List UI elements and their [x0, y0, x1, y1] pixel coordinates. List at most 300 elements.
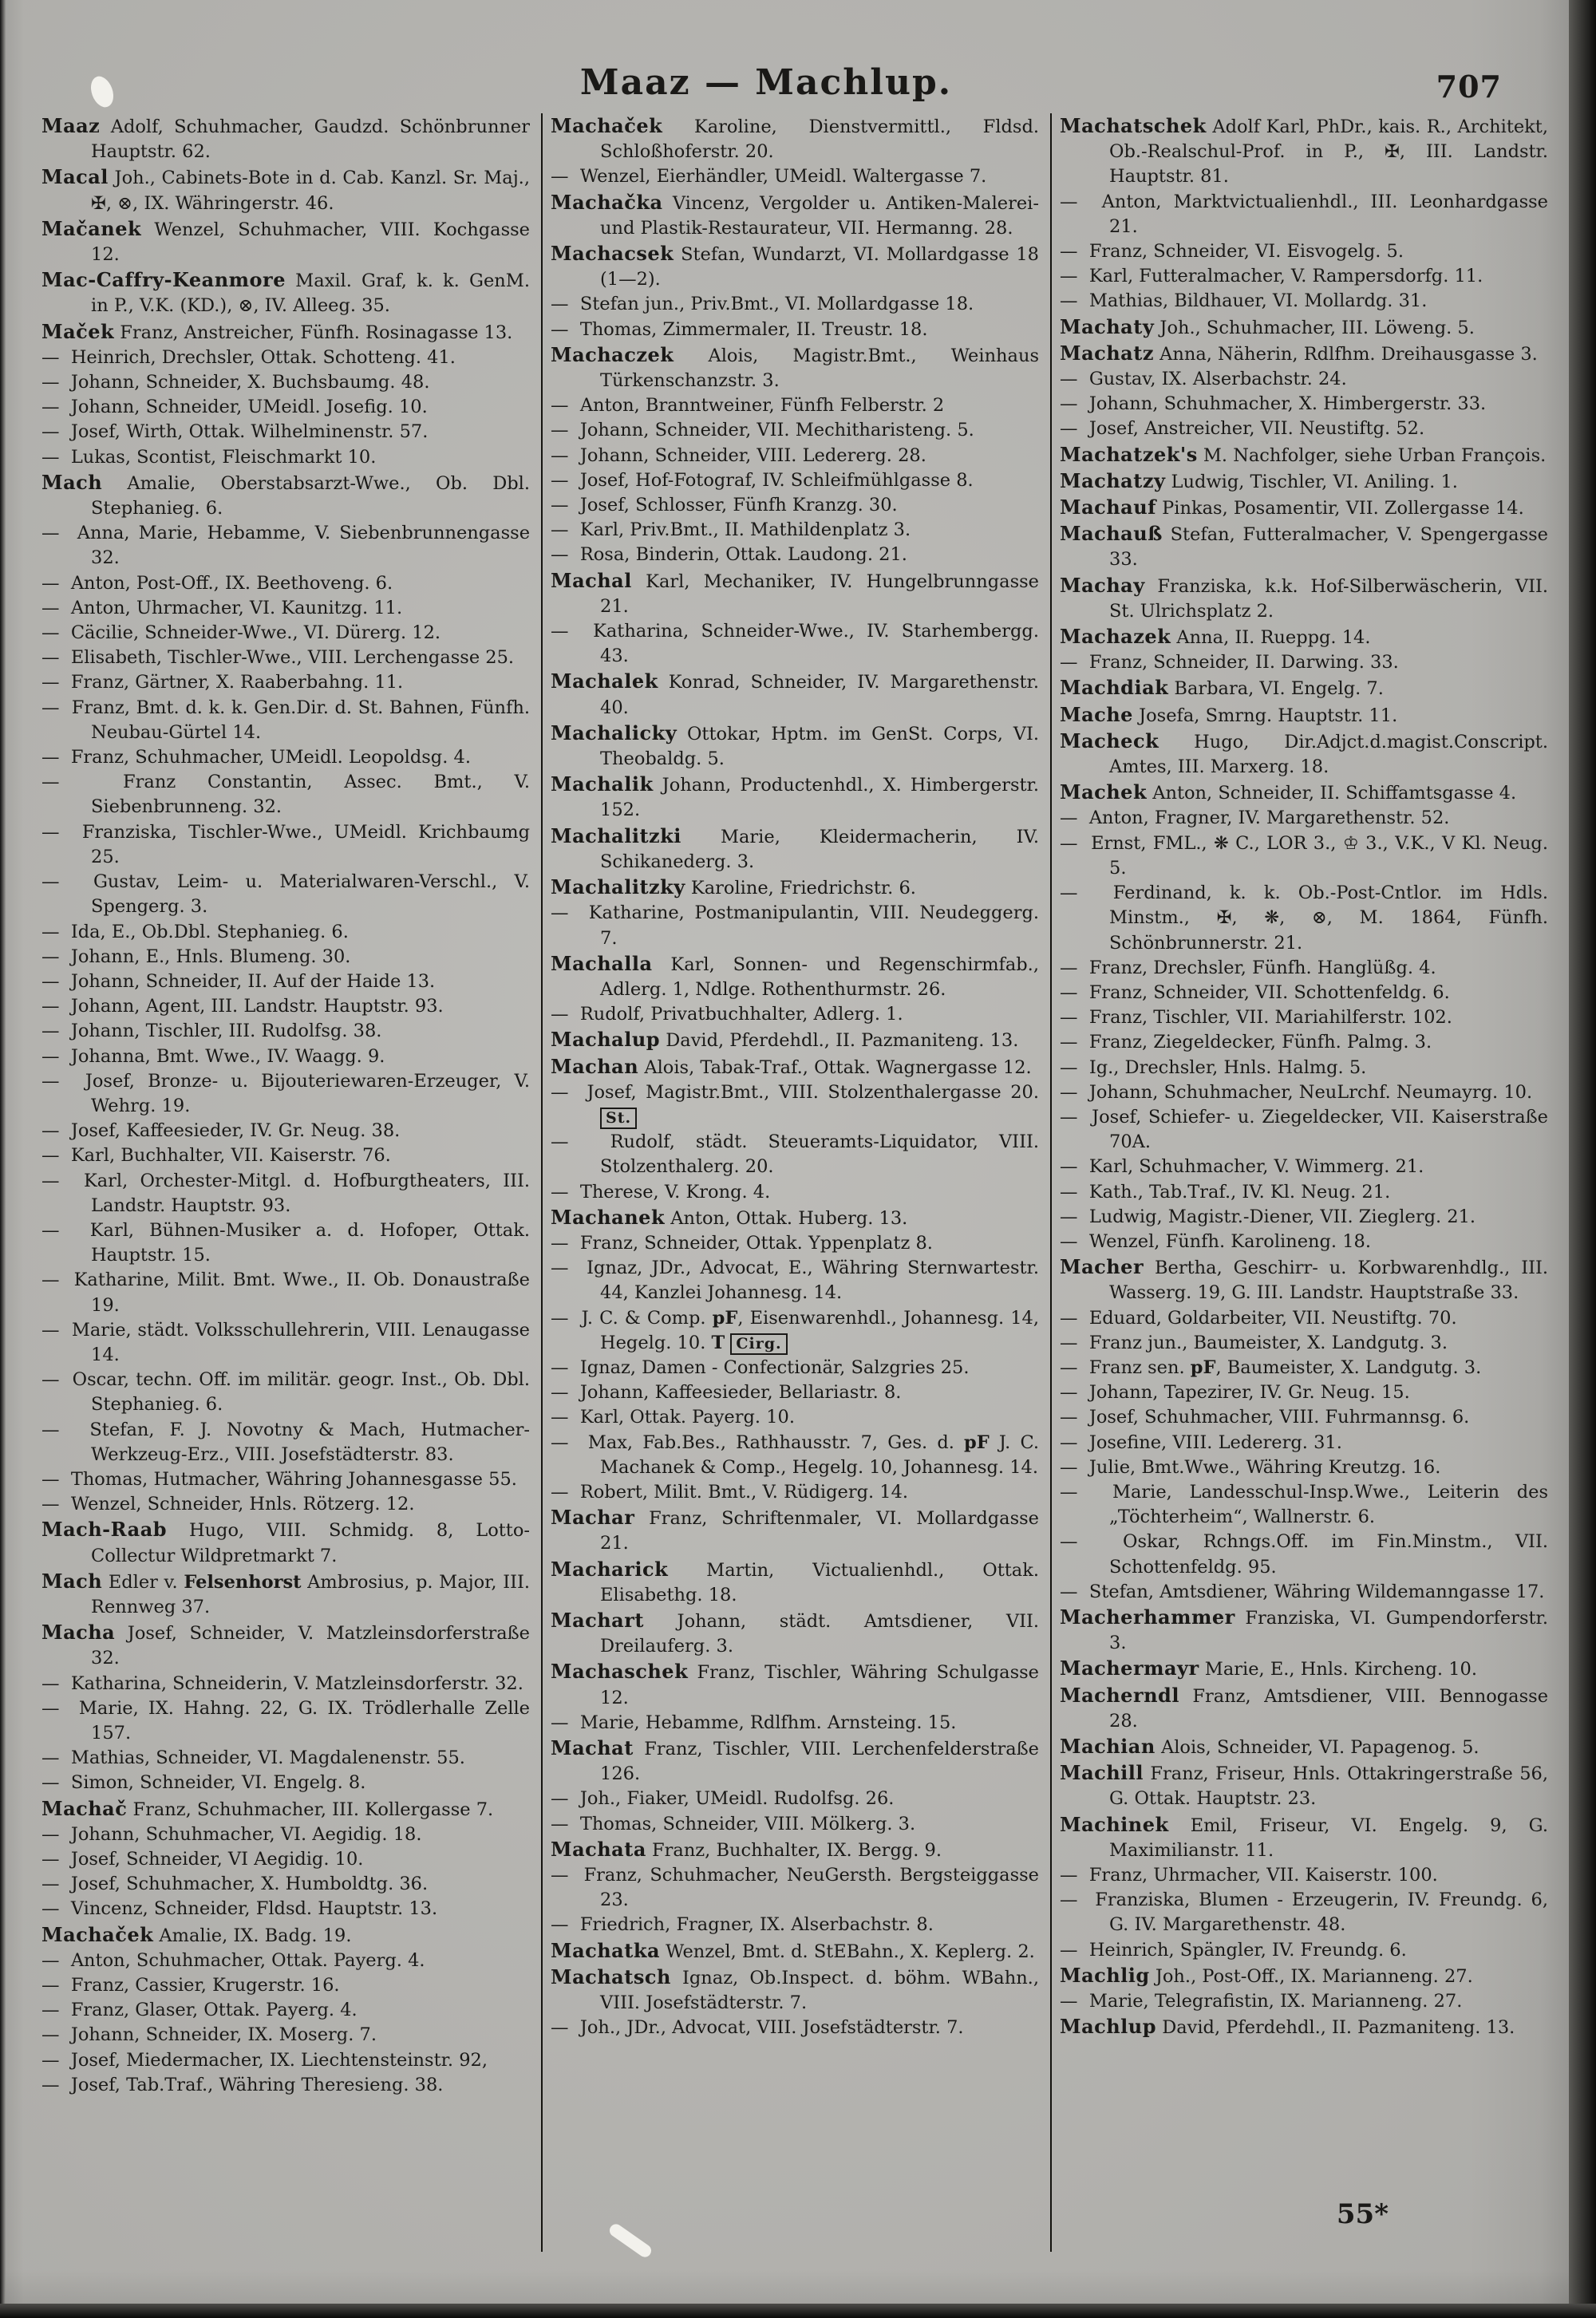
- directory-entry: — Heinrich, Drechsler, Ottak. Schotteng. 41.: [41, 346, 456, 368]
- entry-text: Franz, Tischler, Währing Schulgasse 12.: [600, 1662, 1039, 1708]
- entry-text: Katharine, Milit. Bmt. Wwe., II. Ob. Donaustraße 19.: [73, 1270, 530, 1316]
- entry-text: Franz, Drechsler, Fünfh. Hanglüßg. 4.: [1088, 957, 1436, 978]
- entry-text: Maxil. Graf, k. k. GenM. in P., V.K. (KD.), ⊗, IV. Alleeg. 35.: [91, 270, 530, 317]
- directory-entry: [551, 951, 1039, 1002]
- directory-entry: [551, 1505, 1039, 1556]
- entry-text: Anton, Branntweiner, Fünfh Felberstr. 2: [579, 395, 945, 417]
- entry-text: Franz, Friseur, Hnls. Ottakringerstraße 56, G. Ottak. Hauptstr. 23.: [1109, 1763, 1548, 1810]
- entry-text: Franz, Bmt. d. k. k. Gen.Dir. d. St. Bahnen, Fünfh. Neubau-Gürtel 14.: [71, 697, 531, 743]
- directory-entry: — Ignaz, JDr., Advocat, E., Währing Sternwartestr. 44, Kanzlei Johannesg. 14.: [551, 1258, 1039, 1304]
- entry-text: Cäcilie, Schneider-Wwe., VI. Dürerg. 12.: [70, 622, 441, 644]
- directory-entry: — Franz, Schuhmacher, NeuGersth. Bergsteiggasse 23.: [551, 1865, 1040, 1911]
- directory-entry: — Heinrich, Spängler, IV. Freundg. 6.: [1060, 1939, 1407, 1961]
- entry-surname: Machalitzki: [551, 823, 681, 847]
- entry-text: Franz, Schriftenmaler, VI. Mollardgasse 21.: [600, 1508, 1039, 1554]
- entry-surname: Machlup: [1060, 2015, 1157, 2039]
- scan-edge-left: [0, 0, 6, 2318]
- entry-surname: Machaschek: [551, 1660, 689, 1684]
- directory-entry: — Wenzel, Schneider, Hnls. Rötzerg. 12.: [41, 1494, 415, 1515]
- entry-text: Wenzel, Schuhmacher, VIII. Kochgasse 12.: [91, 219, 530, 266]
- entry-surname: Machal: [551, 568, 632, 592]
- directory-entry: — Ludwig, Magistr.-Diener, VII. Zieglerg. 21.: [1060, 1206, 1476, 1227]
- directory-entry: — Josef, Schneider, VI Aegidig. 10.: [41, 1849, 364, 1870]
- entry-text: Mathias, Bildhauer, VI. Mollardg. 31.: [1088, 290, 1428, 312]
- entry-text: Karl, Bühnen-Musiker a. d. Hofoper, Ottak. Hauptstr. 15.: [89, 1219, 531, 1266]
- boxed-abbreviation: St.: [600, 1108, 637, 1129]
- entry-text: Marie, E., Hnls. Kircheng. 10.: [1204, 1659, 1478, 1680]
- entry-surname: Macherhammer: [1060, 1605, 1235, 1629]
- entry-text: Johann, Tischler, III. Rudolfsg. 38.: [70, 1021, 382, 1042]
- entry-text: Franz, Schneider, VII. Schottenfeldg. 6.: [1088, 981, 1450, 1003]
- directory-entry: — Simon, Schneider, VI. Engelg. 8.: [41, 1772, 366, 1794]
- entry-text: Johann, E., Hnls. Blumeng. 30.: [70, 946, 351, 967]
- entry-text: Marie, Landesschul-Insp.Wwe., Leiterin des „Töchterheim“, Wallnerstr. 6.: [1109, 1481, 1548, 1528]
- entry-text: Karoline, Friedrichstr. 6.: [690, 878, 916, 899]
- entry-text: Joh., Post-Off., IX. Marianneng. 27.: [1155, 1965, 1473, 1987]
- directory-entry: — Anna, Marie, Hebamme, V. Siebenbrunnengasse 32.: [41, 523, 531, 569]
- entry-text: Robert, Milit. Bmt., V. Rüdigerg. 14.: [579, 1481, 909, 1503]
- entry-text: Heinrich, Drechsler, Ottak. Schotteng. 41.: [70, 346, 456, 368]
- directory-entry: — Josef, Schuhmacher, X. Humboldtg. 36.: [41, 1874, 429, 1895]
- entry-text: Josef, Schneider, VI Aegidig. 10.: [70, 1849, 364, 1870]
- directory-entry: [1060, 729, 1548, 780]
- directory-entry: [1060, 314, 1548, 341]
- directory-entry: — Mathias, Bildhauer, VI. Mollardg. 31.: [1060, 290, 1428, 312]
- directory-entry: [551, 1608, 1039, 1659]
- entry-text: Adolf, Schuhmacher, Gaudzd. Schönbrunner Hauptstr. 62.: [91, 116, 530, 163]
- entry-text: Franz, Tischler, VIII. Lerchenfelderstraße 126.: [600, 1739, 1040, 1785]
- inline-symbol: pF: [964, 1431, 990, 1453]
- directory-entry: — Josef, Anstreicher, VII. Neustiftg. 52.: [1060, 418, 1425, 440]
- directory-entry: [1060, 495, 1548, 521]
- entry-surname: Machatschek: [1060, 114, 1207, 137]
- directory-entry: — Franz, Tischler, VII. Mariahilferstr. 102.: [1060, 1007, 1452, 1029]
- directory-entry: — Ignaz, Damen - Confectionär, Salzgries 25.: [551, 1356, 970, 1378]
- entry-surname: Machlig: [1060, 1963, 1150, 1987]
- entry-surname: Machaty: [1060, 314, 1155, 338]
- directory-entry: — Josef, Schlosser, Fünfh Kranzg. 30.: [551, 495, 898, 516]
- entry-surname: Machazek: [1060, 625, 1171, 649]
- directory-entry: — Marie, Telegrafistin, IX. Marianneng. 27.: [1060, 1991, 1463, 2012]
- entry-text: Franz, Schneider, Ottak. Yppenplatz 8.: [579, 1232, 933, 1254]
- directory-entry: — Josef, Kaffeesieder, IV. Gr. Neug. 38.: [41, 1120, 401, 1142]
- entry-surname: Macharick: [551, 1557, 669, 1581]
- scan-edge-right: [1569, 0, 1596, 2318]
- entry-text: Konrad, Schneider, IV. Margarethenstr. 40.: [600, 672, 1039, 718]
- entry-text: Josef, Schuhmacher, X. Humboldtg. 36.: [70, 1874, 429, 1895]
- entry-text: Julie, Bmt.Wwe., Währing Kreutzg. 16.: [1088, 1456, 1441, 1478]
- entry-text: Franz jun., Baumeister, X. Landgutg. 3.: [1088, 1332, 1448, 1353]
- directory-entry: — Johann, Schneider, UMeidl. Josefig. 10.: [41, 397, 428, 418]
- entry-surname: Machan: [551, 1054, 639, 1078]
- directory-entry: — Franz, Uhrmacher, VII. Kaiserstr. 100.: [1060, 1865, 1438, 1886]
- directory-entry: [1060, 573, 1548, 624]
- directory-entry: — Ig., Drechsler, Hnls. Halmg. 5.: [1060, 1056, 1367, 1078]
- entry-text: Rudolf, Privatbuchhalter, Adlerg. 1.: [579, 1004, 903, 1025]
- directory-entry: [41, 1517, 530, 1568]
- directory-entry: [41, 216, 530, 267]
- directory-entry: — Kath., Tab.Traf., IV. Kl. Neug. 21.: [1060, 1181, 1391, 1202]
- entry-text: Marie, Telegrafistin, IX. Marianneng. 27.: [1088, 1991, 1463, 2012]
- entry-text: Ignaz, Ob.Inspect. d. böhm. WBahn., VIII. Josefstädterstr. 7.: [600, 1967, 1039, 2014]
- directory-entry: — Franz, Gärtner, X. Raaberbahng. 11.: [41, 672, 404, 693]
- directory-entry: — Johann, E., Hnls. Blumeng. 30.: [41, 946, 351, 967]
- directory-entry: [1060, 1683, 1548, 1734]
- entry-text: Heinrich, Spängler, IV. Freundg. 6.: [1088, 1939, 1407, 1961]
- entry-text: Johann, Schuhmacher, NeuLrchf. Neumayrg. 10.: [1088, 1081, 1533, 1103]
- directory-entry: — Franz, Schneider, II. Darwing. 33.: [1060, 652, 1399, 673]
- directory-entry: — Cäcilie, Schneider-Wwe., VI. Dürerg. 12.: [41, 622, 441, 644]
- entry-surname: Machatz: [1060, 341, 1154, 365]
- entry-surname: Machauf: [1060, 496, 1157, 519]
- directory-entry: — Johann, Schneider, II. Auf der Haide 13.: [41, 970, 436, 992]
- entry-text: Anna, Näherin, Rdlfhm. Dreihausgasse 3.: [1159, 343, 1538, 365]
- entry-text: Josef, Schuhmacher, VIII. Fuhrmannsg. 6.: [1088, 1407, 1470, 1428]
- directory-entry: — Anton, Schuhmacher, Ottak. Payerg. 4.: [41, 1949, 425, 1971]
- entry-text: Stefan, F. J. Novotny & Mach, Hutmacher-Werkzeug-Erz., VIII. Josefstädterstr. 83.: [89, 1419, 530, 1465]
- entry-surname: Machata: [551, 1837, 646, 1861]
- entry-text: Mathias, Schneider, VI. Magdalenenstr. 55.: [70, 1747, 465, 1769]
- entry-text: Johann, Schneider, UMeidl. Josefig. 10.: [70, 397, 428, 418]
- entry-text: Vincenz, Vergolder u. Antiken-Malerei- und Plastik-Restaurateur, VII. Hermanng. 28.: [600, 192, 1039, 239]
- entry-text: Josefine, VIII. Ledererg. 31.: [1088, 1431, 1342, 1453]
- entry-text: Karl, Priv.Bmt., II. Mathildenplatz 3.: [579, 519, 911, 541]
- entry-text: Karl, Mechaniker, IV. Hungelbrunngasse 21.: [600, 571, 1040, 617]
- directory-entry: — Friedrich, Fragner, IX. Alserbachstr. 8.: [551, 1914, 934, 1936]
- directory-entry: [551, 1557, 1039, 1608]
- entry-text: Josef, Schiefer- u. Ziegeldecker, VII. Kaiserstraße 70A.: [1092, 1106, 1548, 1153]
- directory-entry: — Marie, städt. Volksschullehrerin, VIII. Lenaugasse 14.: [41, 1319, 530, 1365]
- directory-entry: [41, 319, 530, 346]
- entry-text: Ig., Drechsler, Hnls. Halmg. 5.: [1088, 1056, 1367, 1078]
- directory-entry: — Lukas, Scontist, Fleischmarkt 10.: [41, 446, 377, 468]
- entry-text: Franz, Anstreicher, Fünfh. Rosinagasse 13.: [120, 322, 513, 343]
- directory-entry: — Johann, Tapezirer, IV. Gr. Neug. 15.: [1060, 1382, 1410, 1404]
- directory-entry: — Gustav, IX. Alserbachstr. 24.: [1060, 369, 1347, 390]
- entry-text: Katharine, Postmanipulantin, VIII. Neudeggerg. 7.: [588, 902, 1039, 949]
- entry-text: Franz, Buchhalter, IX. Bergg. 9.: [652, 1839, 942, 1861]
- directory-entry: [1060, 442, 1548, 468]
- directory-entry: — Thomas, Zimmermaler, II. Treustr. 18.: [551, 318, 928, 340]
- entry-surname: Mačanek: [41, 216, 142, 240]
- entry-surname: Machacsek: [551, 242, 674, 266]
- entry-text: Franz, Cassier, Krugerstr. 16.: [70, 1975, 340, 1996]
- entry-text: Josef, Anstreicher, VII. Neustiftg. 52.: [1088, 418, 1425, 440]
- entry-text: Lukas, Scontist, Fleischmarkt 10.: [70, 446, 377, 468]
- entry-surname: Mache: [1060, 702, 1133, 726]
- entry-surname: Machaczek: [551, 342, 674, 366]
- entry-text: David, Pferdehdl., II. Pazmaniteng. 13.: [1162, 2017, 1515, 2039]
- directory-entry: — Karl, Ottak. Payerg. 10.: [551, 1407, 795, 1428]
- directory-entry: [1060, 1254, 1548, 1305]
- entry-surname: Macha: [41, 1621, 116, 1645]
- entry-surname: Machaček: [551, 114, 663, 137]
- directory-entry: [41, 164, 530, 215]
- entry-text: Franz, Gärtner, X. Raaberbahng. 11.: [70, 672, 404, 693]
- entry-text: Joh., Cabinets-Bote in d. Cab. Kanzl. Sr. Maj., ✠, ⊗, IX. Währingerstr. 46.: [91, 168, 530, 214]
- directory-entry: [551, 1736, 1039, 1787]
- entry-text: Ludwig, Tischler, VI. Aniling. 1.: [1171, 471, 1458, 492]
- directory-entry: — Johann, Schneider, VIII. Ledererg. 28.: [551, 444, 926, 466]
- entry-text: Franziska, VI. Gumpendorferstr. 3.: [1109, 1607, 1548, 1654]
- directory-entry: [551, 1965, 1039, 2016]
- entry-text: Edler v. Felsenhorst Ambrosius, p. Major, III. Rennweg 37.: [91, 1571, 531, 1617]
- entry-text: Katharina, Schneiderin, V. Matzleinsdorferstr. 32.: [70, 1672, 523, 1694]
- directory-entry: — Franz, Schneider, Ottak. Yppenplatz 8.: [551, 1232, 933, 1254]
- entry-text: Marie, IX. Hahng. 22, G. IX. Trödlerhalle Zelle 157.: [78, 1697, 530, 1743]
- entry-surname: Mac-Caffry-Keanmore: [41, 268, 286, 292]
- entry-text: Anton, Post-Off., IX. Beethoveng. 6.: [70, 572, 393, 594]
- entry-text: Anton, Schneider, II. Schiffamtsgasse 4.: [1152, 783, 1517, 804]
- inline-symbol: T: [711, 1332, 725, 1353]
- entry-text: Rosa, Binderin, Ottak. Laudong. 21.: [579, 544, 907, 566]
- entry-surname: Machalik: [551, 772, 654, 796]
- running-head: Maaz — Machlup.: [579, 62, 953, 103]
- entry-surname: Machalicky: [551, 721, 678, 744]
- directory-entry: — Franz, Schneider, VII. Schottenfeldg. 6.: [1060, 981, 1450, 1003]
- entry-text: Elisabeth, Tischler-Wwe., VIII. Lerchengasse 25.: [70, 647, 515, 669]
- entry-surname: Machauß: [1060, 522, 1163, 546]
- entry-surname: Machatzy: [1060, 468, 1166, 492]
- entry-surname: Maček: [41, 319, 115, 343]
- directory-entry: — Johann, Schneider, IX. Moserg. 7.: [41, 2024, 377, 2046]
- entry-text: Amalie, IX. Badg. 19.: [159, 1925, 352, 1946]
- directory-entry: [1060, 1734, 1548, 1760]
- entry-text: Wenzel, Eierhändler, UMeidl. Waltergasse 7.: [579, 166, 987, 188]
- directory-entry: — Franz, Drechsler, Fünfh. Hanglüßg. 4.: [1060, 957, 1436, 978]
- entry-text: Rudolf, städt. Steueramts-Liquidator, VIII. Stolzenthalerg. 20.: [600, 1131, 1039, 1178]
- entry-text: Franz, Amtsdiener, VIII. Bennogasse 28.: [1109, 1685, 1549, 1732]
- entry-surname: Machač: [41, 1796, 128, 1820]
- entry-text: Franz, Uhrmacher, VII. Kaiserstr. 100.: [1088, 1865, 1438, 1886]
- entry-text: Hugo, Dir.Adjct.d.magist.Conscript. Amtes, III. Marxerg. 18.: [1109, 731, 1548, 778]
- directory-entry: [1060, 1812, 1548, 1863]
- directory-entry: [1060, 468, 1548, 495]
- directory-entry: — Rosa, Binderin, Ottak. Laudong. 21.: [551, 544, 907, 566]
- directory-entry: [551, 1659, 1039, 1710]
- entry-surname: Machalek: [551, 669, 658, 693]
- directory-entry: — Ferdinand, k. k. Ob.-Post-Cntlor. im Hdls. Minstm., ✠, ❋, ⊗, M. 1864, Fünfh. Schönbrunnerstr. 21.: [1060, 883, 1548, 954]
- directory-entry: — Josef, Tab.Traf., Währing Theresieng. 38.: [41, 2074, 444, 2095]
- entry-text: Gustav, IX. Alserbachstr. 24.: [1088, 369, 1347, 390]
- entry-text: Hugo, VIII. Schmidg. 8, Lotto-Collectur Wildpretmarkt 7.: [91, 1520, 530, 1566]
- entry-text: Johann, Tapezirer, IV. Gr. Neug. 15.: [1088, 1382, 1410, 1404]
- entry-text: Ignaz, JDr., Advocat, E., Währing Sternwartestr. 44, Kanzlei Johannesg. 14.: [587, 1258, 1039, 1304]
- entry-text: Josef, Miedermacher, IX. Liechtensteinstr. 92,: [70, 2049, 488, 2071]
- directory-entry: — Josef, Magistr.Bmt., VIII. Stolzenthalergasse 20. St.: [551, 1080, 1039, 1130]
- entry-text: Anton, Ottak. Huberg. 13.: [670, 1207, 908, 1229]
- entry-text: Franz, Tischler, VII. Mariahilferstr. 102.: [1088, 1007, 1452, 1029]
- entry-text: Amalie, Oberstabsarzt-Wwe., Ob. Dbl. Stephanieg. 6.: [91, 472, 531, 519]
- directory-entry: [1060, 1760, 1548, 1811]
- directory-entry: [551, 1027, 1039, 1053]
- boxed-abbreviation: Cirg.: [730, 1333, 787, 1355]
- directory-entry: [1060, 1656, 1548, 1682]
- directory-entry: [41, 1796, 530, 1822]
- directory-entry: — Anton, Uhrmacher, VI. Kaunitzg. 11.: [41, 597, 403, 618]
- page-number: 707: [1436, 69, 1502, 105]
- entry-text: Johann, Schneider, VII. Mechitharisteng. 5.: [579, 420, 974, 441]
- directory-entry: — Vincenz, Schneider, Fldsd. Hauptstr. 13.: [41, 1898, 438, 1920]
- directory-entry: — Katharina, Schneiderin, V. Matzleinsdorferstr. 32.: [41, 1672, 523, 1694]
- entry-text: Josef, Kaffeesieder, IV. Gr. Neug. 38.: [70, 1120, 401, 1142]
- directory-entry: [551, 241, 1039, 292]
- directory-entry: — Karl, Schuhmacher, V. Wimmerg. 21.: [1060, 1156, 1424, 1178]
- directory-entry: [41, 1922, 530, 1949]
- inline-symbol: pF: [1190, 1356, 1216, 1378]
- directory-entry: — Franz, Bmt. d. k. k. Gen.Dir. d. St. Bahnen, Fünfh. Neubau-Gürtel 14.: [41, 697, 531, 743]
- entry-text: Ottokar, Hptm. im GenSt. Corps, VI. Theobaldg. 5.: [600, 723, 1040, 770]
- entry-surname: Macher: [1060, 1255, 1144, 1279]
- entry-surname: Machalla: [551, 951, 653, 975]
- entry-text: Franz sen. pF, Baumeister, X. Landgutg. 3.: [1088, 1356, 1482, 1378]
- directory-entry: — Johann, Schneider, VII. Mechitharisteng. 5.: [551, 420, 974, 441]
- directory-entry: — Stefan, F. J. Novotny & Mach, Hutmacher-Werkzeug-Erz., VIII. Josefstädterstr. 83.: [41, 1419, 530, 1465]
- entry-text: Karl, Futteralmacher, V. Rampersdorfg. 11.: [1088, 266, 1483, 287]
- entry-text: Johann, Schuhmacher, X. Himbergerstr. 33.: [1088, 393, 1487, 415]
- entry-text: Stefan, Amtsdiener, Währing Wildemanngasse 17.: [1088, 1581, 1545, 1602]
- directory-entry: — Karl, Priv.Bmt., II. Mathildenplatz 3.: [551, 519, 911, 541]
- entry-text: Therese, V. Krong. 4.: [579, 1181, 771, 1202]
- entry-text: Martin, Victualienhdl., Ottak. Elisabethg. 18.: [600, 1559, 1039, 1605]
- directory-entry: — Joh., JDr., Advocat, VIII. Josefstädterstr. 7.: [551, 2017, 964, 2039]
- entry-text: Eduard, Goldarbeiter, VII. Neustiftg. 70.: [1088, 1307, 1457, 1329]
- entry-surname: Machill: [1060, 1761, 1144, 1785]
- entry-text: Stefan, Wundarzt, VI. Mollardgasse 18 (1—2).: [600, 244, 1039, 290]
- entry-text: Josef, Bronze- u. Bijouteriewaren-Erzeuger, V. Wehrg. 19.: [85, 1070, 530, 1116]
- directory-entry: — Katharine, Postmanipulantin, VIII. Neudeggerg. 7.: [551, 902, 1039, 949]
- directory-entry: — Johann, Schneider, X. Buchsbaumg. 48.: [41, 372, 430, 393]
- directory-entry: — Karl, Futteralmacher, V. Rampersdorfg. 11.: [1060, 266, 1483, 287]
- directory-entry: — Anton, Fragner, IV. Margarethenstr. 52.: [1060, 808, 1450, 829]
- directory-entry: [551, 772, 1039, 823]
- directory-entry: — Therese, V. Krong. 4.: [551, 1181, 771, 1202]
- entry-text: Marie, städt. Volksschullehrerin, VIII. Lenaugasse 14.: [71, 1319, 530, 1365]
- directory-entry: [41, 113, 530, 164]
- directory-entry: — Franz jun., Baumeister, X. Landgutg. 3.: [1060, 1332, 1448, 1353]
- entry-text: Alois, Schneider, VI. Papagenog. 5.: [1160, 1737, 1479, 1758]
- entry-text: Josef, Magistr.Bmt., VIII. Stolzenthalergasse 20. St.: [587, 1082, 1039, 1127]
- entry-text: Max, Fab.Bes., Rathhausstr. 7, Ges. d. pF J. C. Machanek & Comp., Hegelg. 10, Johannesg. 14.: [587, 1431, 1040, 1478]
- directory-entry: — Franz, Schuhmacher, UMeidl. Leopoldsg. 4.: [41, 747, 471, 768]
- signature-mark: 55*: [1336, 2198, 1389, 2230]
- entry-surname: Machatka: [551, 1938, 660, 1962]
- directory-entry: — Mathias, Schneider, VI. Magdalenenstr. 55.: [41, 1747, 465, 1769]
- entry-surname: Machatzek's: [1060, 442, 1198, 466]
- directory-entry: — Franz, Glaser, Ottak. Payerg. 4.: [41, 2000, 358, 2021]
- entry-text: Josefa, Smrng. Hauptstr. 11.: [1139, 705, 1398, 726]
- directory-entry: — J. C. & Comp. pF, Eisenwarenhdl., Johannesg. 14, Hegelg. 10. T Cirg.: [551, 1307, 1039, 1353]
- directory-entry: — Julie, Bmt.Wwe., Währing Kreutzg. 16.: [1060, 1456, 1441, 1478]
- entry-text: Franz, Schneider, II. Darwing. 33.: [1088, 652, 1399, 673]
- directory-entry: — Anton, Branntweiner, Fünfh Felberstr. 2: [551, 395, 945, 417]
- directory-entry: — Robert, Milit. Bmt., V. Rüdigerg. 14.: [551, 1481, 909, 1503]
- entry-text: Karl, Sonnen- und Regenschirmfab., Adlerg. 1, Ndlge. Rothenthurmstr. 26.: [600, 954, 1039, 1000]
- entry-text: Thomas, Schneider, VIII. Mölkerg. 3.: [579, 1813, 916, 1834]
- entry-text: Barbara, VI. Engelg. 7.: [1174, 678, 1384, 700]
- entry-surname: Machdiak: [1060, 676, 1169, 700]
- entry-surname: Machačka: [551, 190, 663, 214]
- directory-entry: [551, 568, 1039, 619]
- directory-entry: — Johann, Schuhmacher, X. Himbergerstr. 33.: [1060, 393, 1487, 415]
- directory-entry: [1060, 1605, 1548, 1656]
- entry-text: Marie, Kleidermacherin, IV. Schikanederg. 3.: [600, 826, 1039, 872]
- entry-text: Marie, Hebamme, Rdlfhm. Arnsteing. 15.: [579, 1712, 957, 1733]
- entry-text: Thomas, Hutmacher, Währing Johannesgasse 55.: [70, 1468, 517, 1490]
- directory-entry: — Josefine, VIII. Ledererg. 31.: [1060, 1431, 1342, 1453]
- entry-text: Franz, Schuhmacher, III. Kollergasse 7.: [132, 1799, 494, 1820]
- directory-entry: — Max, Fab.Bes., Rathhausstr. 7, Ges. d. pF J. C. Machanek & Comp., Hegelg. 10, Johannesg. 14.: [551, 1431, 1040, 1478]
- entry-text: Wenzel, Bmt. d. StEBahn., X. Keplerg. 2.: [666, 1941, 1035, 1962]
- entry-text: Ernst, FML., ❋ C., LOR 3., ♔ 3., V.K., V Kl. Neug. 5.: [1091, 832, 1548, 879]
- entry-surname: Machatsch: [551, 1965, 671, 1988]
- directory-entry: — Ida, E., Ob.Dbl. Stephanieg. 6.: [41, 921, 349, 942]
- entry-text: Ludwig, Magistr.-Diener, VII. Zieglerg. 21.: [1088, 1206, 1476, 1227]
- directory-entry: — Thomas, Hutmacher, Währing Johannesgasse 55.: [41, 1468, 517, 1490]
- directory-entry: [551, 875, 1039, 901]
- directory-column-1: [34, 113, 541, 2252]
- directory-entry: — Franz sen. pF, Baumeister, X. Landgutg. 3.: [1060, 1356, 1482, 1378]
- entry-surname: Machar: [551, 1506, 635, 1530]
- directory-entry: — Marie, Landesschul-Insp.Wwe., Leiterin des „Töchterheim“, Wallnerstr. 6.: [1060, 1481, 1548, 1528]
- directory-entry: [41, 267, 530, 318]
- directory-entry: — Johanna, Bmt. Wwe., IV. Waagg. 9.: [41, 1045, 385, 1067]
- directory-entry: [41, 1569, 530, 1620]
- entry-text: Johann, Productenhdl., X. Himbergerstr. 152.: [600, 775, 1039, 821]
- entry-text: Emil, Friseur, VI. Engelg. 9, G. Maximilianstr. 11.: [1109, 1815, 1548, 1861]
- entry-text: Josef, Tab.Traf., Währing Theresieng. 38.: [70, 2074, 444, 2095]
- entry-text: Anna, Marie, Hebamme, V. Siebenbrunnengasse 32.: [77, 523, 531, 569]
- entry-text: J. C. & Comp. pF, Eisenwarenhdl., Johannesg. 14, Hegelg. 10. T Cirg.: [581, 1307, 1039, 1353]
- entry-text: Franz, Schuhmacher, NeuGersth. Bergsteiggasse 23.: [583, 1865, 1040, 1911]
- entry-surname: Macherndl: [1060, 1683, 1179, 1707]
- entry-text: M. Nachfolger, siehe Urban François.: [1203, 444, 1547, 466]
- directory-entry: — Josef, Bronze- u. Bijouteriewaren-Erzeuger, V. Wehrg. 19.: [41, 1070, 530, 1116]
- directory-columns: [34, 113, 1559, 2252]
- directory-entry: — Josef, Miedermacher, IX. Liechtensteinstr. 92,: [41, 2049, 488, 2071]
- directory-entry: — Johann, Kaffeesieder, Bellariastr. 8.: [551, 1382, 902, 1404]
- entry-surname: Machat: [551, 1736, 634, 1759]
- entry-surname: Maaz: [41, 114, 101, 137]
- directory-entry: — Karl, Buchhalter, VII. Kaiserstr. 76.: [41, 1145, 391, 1167]
- entry-surname: Machaček: [41, 1922, 154, 1946]
- entry-text: Karl, Orchester-Mitgl. d. Hofburgtheaters, III. Landstr. Hauptstr. 93.: [83, 1170, 531, 1216]
- directory-entry: — Rudolf, Privatbuchhalter, Adlerg. 1.: [551, 1004, 903, 1025]
- entry-text: Kath., Tab.Traf., IV. Kl. Neug. 21.: [1088, 1181, 1391, 1202]
- directory-entry: — Franz Constantin, Assec. Bmt., V. Siebenbrunneng. 32.: [41, 772, 530, 818]
- directory-entry: — Karl, Orchester-Mitgl. d. Hofburgtheaters, III. Landstr. Hauptstr. 93.: [41, 1170, 531, 1216]
- directory-entry: [551, 1205, 1039, 1231]
- entry-surname: Machinek: [1060, 1812, 1169, 1836]
- entry-text: Franz, Schneider, VI. Eisvogelg. 5.: [1088, 241, 1404, 263]
- scan-edge-bottom: [0, 2304, 1596, 2318]
- entry-text: Josef, Wirth, Ottak. Wilhelminenstr. 57.: [70, 421, 429, 443]
- entry-surname: Machalup: [551, 1028, 661, 1052]
- directory-entry: [1060, 624, 1548, 650]
- entry-text: Johann, Schneider, IX. Moserg. 7.: [70, 2024, 377, 2046]
- directory-entry: — Franziska, Tischler-Wwe., UMeidl. Krichbaumg 25.: [41, 821, 530, 867]
- entry-text: Karoline, Dienstvermittl., Fldsd. Schloßhoferstr. 20.: [600, 116, 1039, 163]
- directory-entry: — Thomas, Schneider, VIII. Mölkerg. 3.: [551, 1813, 916, 1834]
- entry-text: Stefan jun., Priv.Bmt., VI. Mollardgasse 18.: [579, 294, 974, 315]
- entry-surname: Macal: [41, 165, 109, 189]
- entry-text: Josef, Hof-Fotograf, IV. Schleifmühlgasse 8.: [579, 469, 974, 491]
- entry-text: Alois, Tabak-Traf., Ottak. Wagnergasse 12.: [644, 1056, 1032, 1078]
- entry-text: Johann, Agent, III. Landstr. Hauptstr. 93.: [70, 996, 444, 1017]
- entry-text: Oskar, Rchngs.Off. im Fin.Minstm., VII. Schottenfeldg. 95.: [1109, 1531, 1548, 1578]
- entry-text: Wenzel, Fünfh. Karolineng. 18.: [1088, 1230, 1372, 1252]
- entry-text: Johann, städt. Amtsdiener, VII. Dreilauferg. 3.: [600, 1610, 1039, 1657]
